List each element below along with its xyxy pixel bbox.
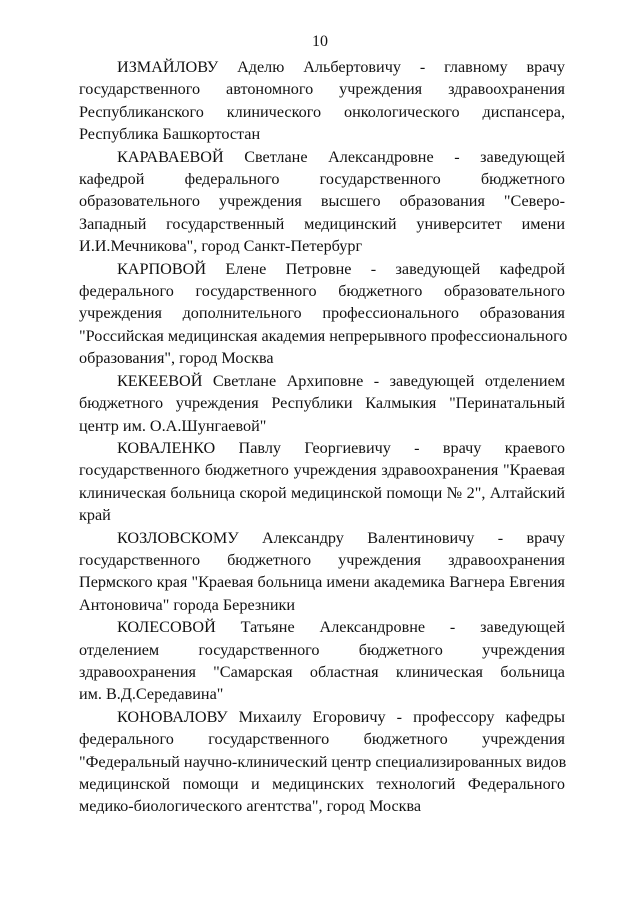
entry-line: центр им. О.А.Шунгаевой" bbox=[79, 416, 267, 435]
entry-line: Западный государственный медицинский университет имени bbox=[79, 214, 565, 233]
entry-line: им. В.Д.Середавина" bbox=[79, 685, 224, 704]
entry-line: КОЗЛОВСКОМУ Александру Валентиновичу - врачу bbox=[117, 528, 565, 547]
entry-line: образования", город Москва bbox=[79, 349, 274, 368]
award-entry bbox=[79, 258, 568, 370]
award-entry bbox=[79, 146, 565, 258]
entry-line: КОВАЛЕНКО Павлу Георгиевичу - врачу краевого bbox=[117, 438, 565, 457]
award-entry bbox=[79, 370, 565, 437]
entry-line: здравоохранения "Самарская областная клиническая больница bbox=[79, 662, 565, 681]
page-number: 10 bbox=[312, 33, 328, 50]
entry-line: кафедрой федерального государственного бюджетного bbox=[79, 170, 565, 189]
award-list bbox=[79, 56, 568, 818]
entry-line: КЕКЕЕВОЙ Светлане Архиповне - заведующей отделением bbox=[117, 371, 565, 390]
award-entry bbox=[79, 56, 565, 146]
entry-line: КОНОВАЛОВУ Михаилу Егоровичу - профессору кафедры bbox=[117, 707, 565, 726]
entry-line: ИЗМАЙЛОВУ Аделю Альбертовичу - главному врачу bbox=[117, 58, 565, 76]
entry-line: бюджетного учреждения Республики Калмыкия "Перинатальный bbox=[79, 394, 565, 413]
entry-line: Республиканского клинического онкологического диспансера, bbox=[79, 102, 565, 121]
award-entry bbox=[79, 527, 565, 617]
award-entry bbox=[79, 616, 565, 706]
entry-line: Республика Башкортостан bbox=[79, 125, 261, 144]
entry-line: "Российская медицинская академия непрерывного профессионального bbox=[79, 326, 568, 345]
entry-line: медицинской помощи и медицинских технологий Федерального bbox=[79, 775, 565, 793]
award-entry bbox=[79, 706, 565, 818]
entry-line: отделением государственного бюджетного учреждения bbox=[79, 640, 565, 659]
entry-line: КАРПОВОЙ Елене Петровне - заведующей кафедрой bbox=[117, 259, 565, 278]
entry-line: федерального государственного бюджетного учреждения bbox=[79, 730, 565, 749]
entry-line: государственного бюджетного учреждения здравоохранения "Краевая bbox=[79, 461, 565, 480]
entry-line: медико-биологического агентства", город Москва bbox=[79, 797, 422, 816]
entry-line: образовательного учреждения высшего образования "Северо- bbox=[79, 192, 565, 211]
entry-line: Пермского края "Краевая больница имени академика Вагнера Евгения bbox=[79, 573, 565, 592]
entry-line: КОЛЕСОВОЙ Татьяне Александровне - заведующей bbox=[117, 618, 565, 637]
entry-line: государственного автономного учреждения здравоохранения bbox=[79, 80, 565, 99]
entry-line: учреждения дополнительного профессионального образования bbox=[79, 304, 565, 323]
entry-line: "Федеральный научно-клинический центр специализированных видов bbox=[79, 752, 567, 771]
entry-line: Антоновича" города Березники bbox=[79, 595, 296, 614]
entry-line: клиническая больница скорой медицинской помощи № 2", Алтайский bbox=[79, 483, 565, 502]
entry-line: край bbox=[79, 506, 111, 525]
entry-line: И.И.Мечникова", город Санкт-Петербург bbox=[79, 237, 363, 256]
award-entry bbox=[79, 437, 565, 527]
entry-line: КАРАВАЕВОЙ Светлане Александровне - заведующей bbox=[117, 147, 565, 166]
entry-line: государственного бюджетного учреждения здравоохранения bbox=[79, 550, 565, 569]
entry-line: федерального государственного бюджетного образовательного bbox=[79, 282, 565, 301]
